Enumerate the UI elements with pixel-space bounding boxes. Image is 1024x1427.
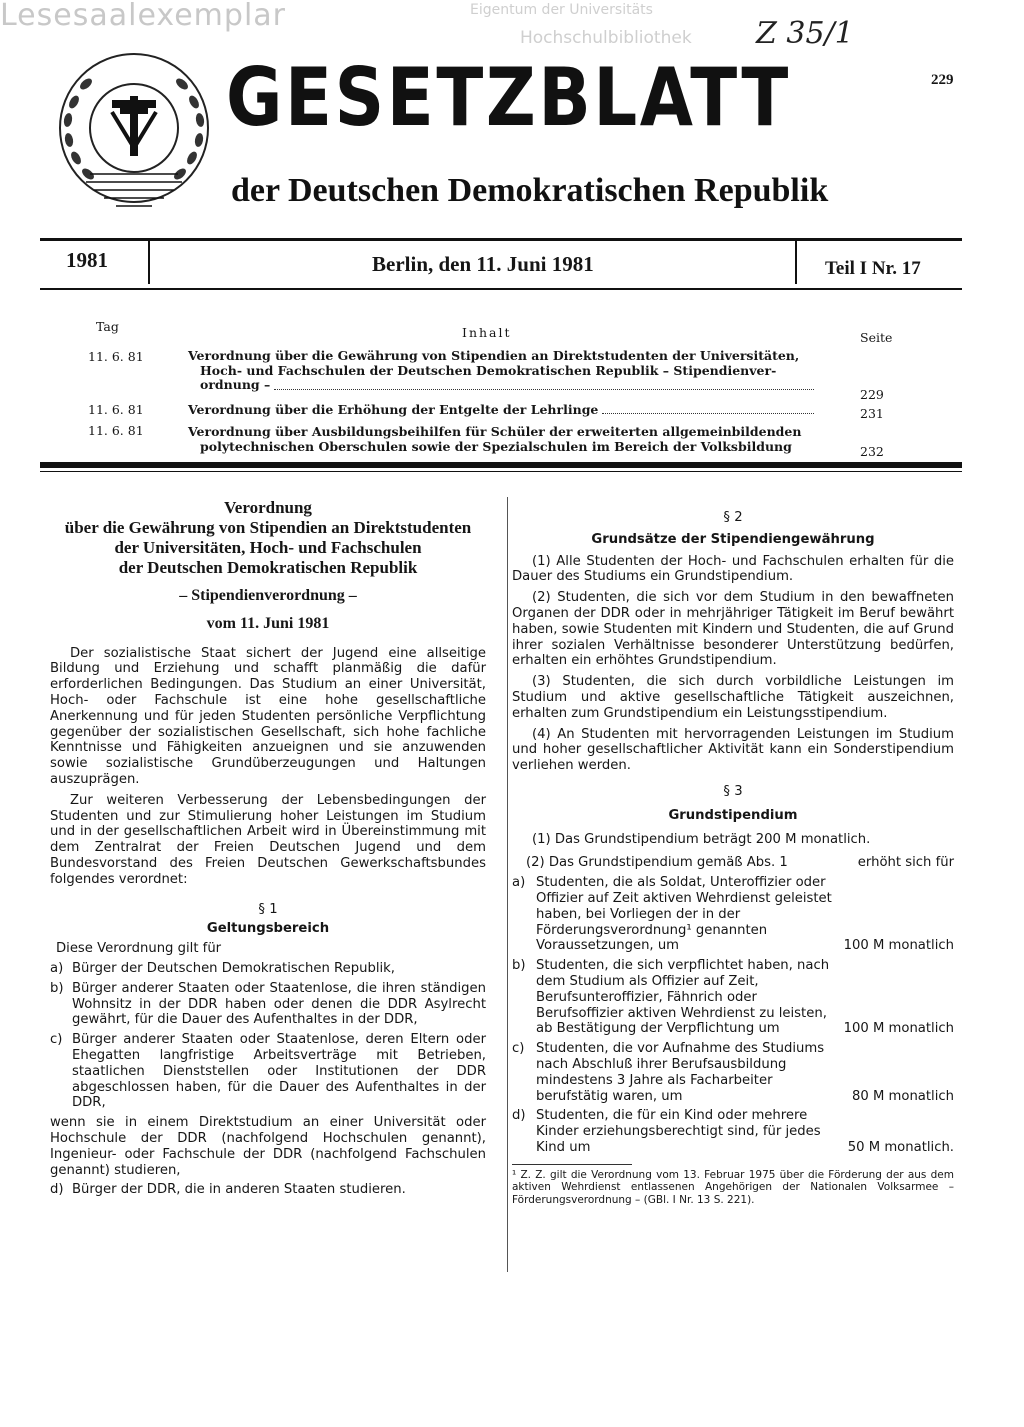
paragraph-text: erhöht sich für xyxy=(857,855,954,871)
preamble-paragraph: Zur weiteren Verbesserung der Lebensbedingungen der Studenten und zur Stimulierung hoher Leistungen im Studium und in der gesellschaftlichen Arbeit wird in Übereinstimmung mit dem Zentralrat der Freien Deutschen Jugend und dem Bundesvorstand des Freien Deutschen Gewerkschaftsbundes folgendes verordnet: xyxy=(50,792,486,887)
allowance-item xyxy=(512,1041,954,1104)
list-item-text: Bürger der DDR, die in anderen Staaten studieren. xyxy=(72,1182,406,1198)
toc-entry-line: polytechnischen Oberschulen sowie der Spezialschulen im Bereich der Volksbildung xyxy=(200,438,792,454)
issue-year: 1981 xyxy=(66,248,108,272)
section-number: § 3 xyxy=(723,783,743,799)
toc-col-contents: Inhalt xyxy=(462,325,512,340)
list-item-label: c) xyxy=(512,1041,525,1057)
section-condition: wenn sie in einem Direktstudium an einer Universität oder Hochschule der DDR (nachfolgend Hochschulen genannt), Ingenieur- oder Fachschule der DDR (nachfolgend Fachschulen genannt) studieren, xyxy=(50,1115,486,1178)
ordinance-date: vom 11. Juni 1981 xyxy=(206,614,330,632)
issue-place-date: Berlin, den 11. Juni 1981 xyxy=(372,252,594,276)
column-divider xyxy=(507,497,508,1272)
toc-col-page: Seite xyxy=(860,330,893,345)
toc-entry-line-leader xyxy=(188,378,818,393)
divider xyxy=(40,238,962,241)
toc-entry-line: Verordnung über die Erhöhung der Entgelte der Lehrlinge xyxy=(188,402,599,417)
list-item-label: c) xyxy=(50,1032,63,1048)
section-intro: Diese Verordnung gilt für xyxy=(56,941,222,957)
ordinance-short-title: – Stipendienverordnung – xyxy=(179,587,357,604)
issue-part: Teil I Nr. 17 xyxy=(825,258,921,279)
toc-entry-line: ordnung – xyxy=(200,377,271,392)
allowance-amount: 100 M monatlich xyxy=(843,1021,954,1037)
divider xyxy=(40,462,962,468)
toc-entry-page: 231 xyxy=(860,406,884,421)
list-item-text: Studenten, die sich verpflichtet haben, nach dem Studium als Offizier auf Zeit, Berufsunteroffizier, Fähnrich oder Berufsoffizier aktiven Wehrdienst zu leisten, ab Bestätigung der Verpflichtung um xyxy=(536,958,830,1037)
allowance-amount: 50 M monatlich. xyxy=(847,1139,954,1155)
divider xyxy=(40,471,962,472)
page-number: 229 xyxy=(931,72,954,88)
list-item xyxy=(50,1182,486,1198)
list-item xyxy=(50,1032,486,1111)
section-paragraph: (1) Alle Studenten der Hoch- und Fachschulen erhalten für die Dauer des Studiums ein Grundstipendium. xyxy=(512,553,954,585)
section-title: Grundstipendium xyxy=(668,807,798,823)
allowance-item xyxy=(512,958,954,1037)
list-item-text: Studenten, die als Soldat, Unteroffizier oder Offizier auf Zeit aktiven Wehrdienst geleistet haben, bei Vorliegen der in der Förderungsverordnung¹ genannten Voraussetzungen, um xyxy=(536,875,832,954)
footnote: ¹ Z. Z. gilt die Verordnung vom 13. Februar 1975 über die Förderung der aus dem aktiven Wehrdienst entlassenen Angehörigen der Nationalen Volksarmee – Förderungsverordnung – (GBl. I Nr. 13 S. 221). xyxy=(512,1168,954,1206)
list-item-text: Studenten, die vor Aufnahme des Studiums nach Abschluß ihrer Berufsausbildung mindestens 3 Jahre als Facharbeiter berufstätig waren, um xyxy=(536,1041,825,1104)
toc-entry-date: 11. 6. 81 xyxy=(88,349,144,364)
toc-entry-line: Verordnung über die Gewährung von Stipendien an Direktstudenten der Universitäten, xyxy=(188,348,800,363)
library-stamp: Lesesaalexemplar xyxy=(0,0,286,33)
leader-dots xyxy=(274,378,814,390)
section-paragraph: (2) Studenten, die sich vor dem Studium in den bewaffneten Organen der DDR oder in mehrjähriger Tätigkeit im Beruf bewährt haben, sowie Studenten mit Kindern und Studenten, die auf Grund ihrer sozialen Verhältnisse besonderer Unterstützung bedürfen, erhalten ein erhöhtes Grundstipendium. xyxy=(512,590,954,669)
toc-entry xyxy=(188,425,818,454)
toc-entry-date: 11. 6. 81 xyxy=(88,402,144,417)
toc-entry-date: 11. 6. 81 xyxy=(88,423,144,438)
toc-entry xyxy=(188,349,818,393)
list-item-text: Bürger anderer Staaten oder Staatenlose, die ihren ständigen Wohnsitz in der DDR haben oder denen die DDR Asylrecht gewährt, für die Dauer des Aufenthaltes in der DDR, xyxy=(72,980,486,1028)
section-title: Grundsätze der Stipendiengewährung xyxy=(591,531,875,547)
list-item-label: b) xyxy=(512,958,526,974)
page-title: GESETZBLATT xyxy=(226,51,791,144)
leader-dots xyxy=(602,402,814,414)
right-column xyxy=(512,510,954,1206)
section-number: § 2 xyxy=(723,510,743,525)
heading-line: der Universitäten, Hoch- und Fachschulen xyxy=(114,538,422,557)
ordinance-heading xyxy=(50,498,486,578)
ddr-emblem-icon xyxy=(50,48,218,216)
allowance-item xyxy=(512,1108,954,1155)
library-stamp-library: Hochschulbibliothek xyxy=(520,28,692,48)
divider xyxy=(795,241,797,284)
list-item-label: d) xyxy=(512,1108,526,1124)
list-item-text: Bürger anderer Staaten oder Staatenlose, deren Eltern oder Ehegatten langfristige Arbeitsverträge mit Betrieben, staatlichen Dienststellen oder Institutionen der DDR abgeschlossen haben, für die Dauer des Aufenthaltes in der DDR, xyxy=(72,1032,486,1111)
left-column xyxy=(50,498,486,1202)
heading-line: Verordnung xyxy=(224,498,312,517)
toc-col-day: Tag xyxy=(96,319,119,334)
heading-line: der Deutschen Demokratischen Republik xyxy=(118,558,418,577)
list-item-text: Studenten, die für ein Kind oder mehrere Kinder erziehungsberechtigt sind, für jedes Kind um xyxy=(536,1108,821,1155)
divider xyxy=(148,241,150,284)
allowance-amount: 100 M monatlich xyxy=(843,938,954,954)
list-item-label: b) xyxy=(50,980,64,996)
list-item-label: a) xyxy=(512,875,526,891)
section-paragraph: (1) Das Grundstipendium beträgt 200 M monatlich. xyxy=(532,831,871,847)
allowance-item xyxy=(512,875,954,954)
section-title: Geltungsbereich xyxy=(206,921,330,937)
list-item-label: d) xyxy=(50,1182,64,1198)
toc-entry-page: 232 xyxy=(860,444,884,459)
list-item-label: a) xyxy=(50,960,64,976)
library-stamp-owner: Eigentum der Universitäts xyxy=(470,2,653,18)
paragraph-text: (2) Das Grundstipendium gemäß Abs. 1 xyxy=(526,855,788,871)
section-paragraph: (4) An Studenten mit hervorragenden Leistungen im Studium und hoher gesellschaftlicher Aktivität kann ein Sonderstipendium verliehen werden. xyxy=(512,726,954,774)
section-number: § 1 xyxy=(258,901,278,917)
handwritten-signature: Z 35/1 xyxy=(756,16,854,51)
section-paragraph xyxy=(512,855,954,871)
toc-entry-page: 229 xyxy=(860,387,884,402)
toc-entry-line: Hoch- und Fachschulen der Deutschen Demokratischen Republik – Stipendienver- xyxy=(200,362,777,378)
divider xyxy=(40,288,962,290)
list-item-text: Bürger der Deutschen Demokratischen Republik, xyxy=(72,960,395,976)
allowance-amount: 80 M monatlich xyxy=(851,1088,954,1104)
toc-entry-line: Verordnung über Ausbildungsbeihilfen für Schüler der erweiterten allgemeinbildenden xyxy=(188,424,802,439)
page-subtitle: der Deutschen Demokratischen Republik xyxy=(231,172,829,209)
preamble-paragraph: Der sozialistische Staat sichert der Jugend eine allseitige Bildung und Erziehung und schafft planmäßig die dafür erforderlichen Bedingungen. Das Studium an einer Universität, Hoch- oder Fachschule ist eine hohe gesellschaftliche Anerkennung und für jeden Studenten persönliche Verpflichtung gegenüber der sozialistischen Gesellschaft, sich hohe fachliche Kenntnisse und Fähigkeiten anzueignen und sie anzuwenden sowie sozialistische Grundüberzeugungen und Haltungen auszuprägen. xyxy=(50,645,486,787)
heading-line: über die Gewährung von Stipendien an Direktstudenten xyxy=(64,518,472,537)
list-item xyxy=(50,961,486,977)
list-item xyxy=(50,981,486,1028)
footnote-rule xyxy=(512,1164,632,1165)
section-paragraph: (3) Studenten, die sich durch vorbildliche Leistungen im Studium und aktive gesellschaftliche Tätigkeit auszeichnen, erhalten zum Grundstipendium ein Leistungsstipendium. xyxy=(512,674,954,721)
toc-entry xyxy=(188,402,818,417)
